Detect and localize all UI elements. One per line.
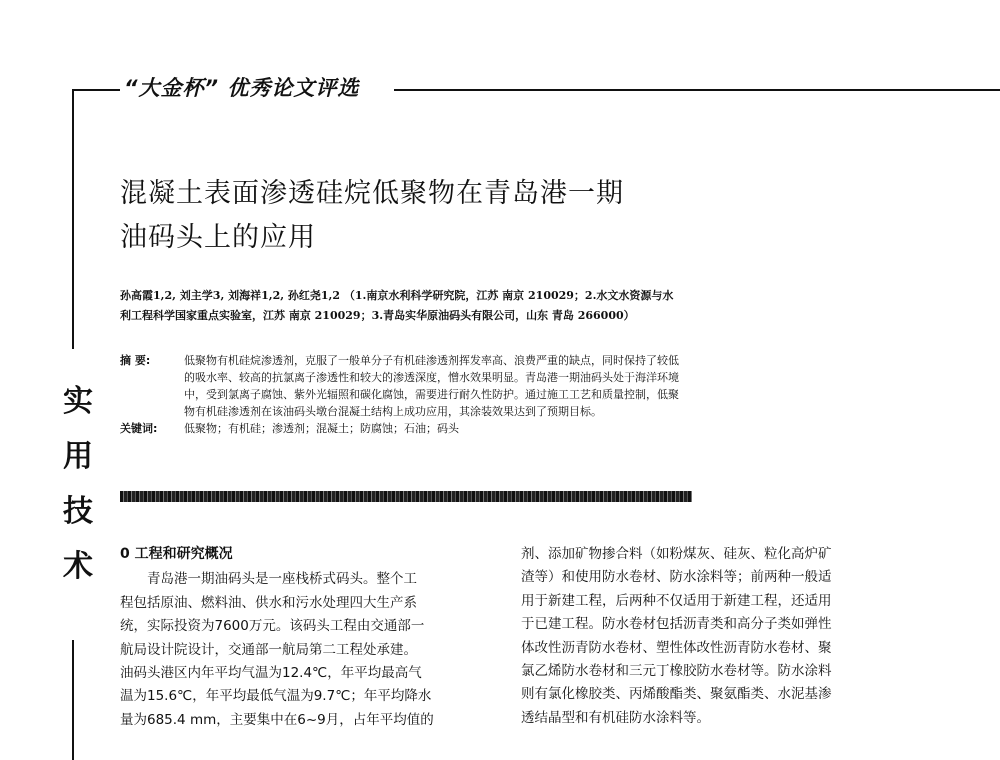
body-line: 温为15.6℃，年平均最低气温为9.7℃；年平均降水 xyxy=(120,688,432,705)
body-line: 渣等）和使用防水卷材、防水涂料等；前两种一般适 xyxy=(521,569,832,586)
section-heading: 0 工程和研究概况 xyxy=(120,546,233,562)
header-rule-left xyxy=(72,89,120,91)
authors-line-2: 利工程科学国家重点实验室，江苏 南京 210029；3.青岛实华原油码头有限公司，山东 青岛 266000） xyxy=(120,309,635,322)
body-line: 剂、添加矿物掺合料（如粉煤灰、硅灰、粒化高炉矿 xyxy=(521,546,832,562)
article-title xyxy=(120,172,820,260)
page-frame-rule-lower xyxy=(72,640,74,760)
abstract-block xyxy=(120,352,810,437)
body-line: 则有氯化橡胶类、丙烯酸酯类、聚氨酯类、水泥基渗 xyxy=(521,686,832,703)
decorative-stripe-bar xyxy=(120,491,692,502)
keywords-label: 关键词: xyxy=(120,422,158,435)
body-line: 体改性沥青防水卷材、塑性体改性沥青防水卷材、聚 xyxy=(521,639,832,656)
header-rule-right xyxy=(394,89,1000,91)
abstract-line: 的吸水率、较高的抗氯离子渗透性和较大的渗透深度，憎水效果明显。青岛港一期油码头处于海洋环境 xyxy=(184,371,679,384)
authors-line-1: 孙高霞1,2, 刘主学3, 刘海祥1,2, 孙红尧1,2 （1.南京水利科学研究院，江苏 南京 210029；2.水文水资源与水 xyxy=(120,289,674,302)
keywords-text: 低聚物；有机硅；渗透剂；混凝土；防腐蚀；石油；码头 xyxy=(184,422,459,435)
body-column-left xyxy=(120,543,495,732)
page-frame-rule xyxy=(72,89,74,349)
body-line: 量为685.4 mm，主要集中在6~9月，占年平均值的 xyxy=(120,711,434,728)
title-line-2: 油码头上的应用 xyxy=(120,222,316,253)
vertical-char: 术 xyxy=(63,549,93,584)
vertical-char: 实 xyxy=(63,384,93,419)
body-line: 用于新建工程，后两种不仅适用于新建工程，还适用 xyxy=(521,592,832,609)
body-line: 统，实际投资为7600万元。该码头工程由交通部一 xyxy=(120,618,425,635)
vertical-column-label xyxy=(58,374,98,594)
title-line-1: 混凝土表面渗透硅烷低聚物在青岛港一期 xyxy=(120,178,624,209)
vertical-char: 技 xyxy=(63,494,93,529)
vertical-char: 用 xyxy=(63,439,93,474)
abstract-label: 摘 要: xyxy=(120,354,151,367)
abstract-line: 中，受到氯离子腐蚀、紫外光辐照和碳化腐蚀，需要进行耐久性防护。通过施工工艺和质量控制，低聚 xyxy=(184,388,679,401)
body-line: 于已建工程。防水卷材包括沥青类和高分子类如弹性 xyxy=(521,616,832,633)
body-line: 航局设计院设计，交通部一航局第二工程处承建。 xyxy=(120,641,417,658)
body-column-right xyxy=(521,543,901,730)
section-header: “大金杯” 优秀论文评选 xyxy=(124,76,360,100)
body-line: 程包括原油、燃料油、供水和污水处理四大生产系 xyxy=(120,594,417,611)
abstract-line: 物有机硅渗透剂在该油码头墩台混凝土结构上成功应用，其涂装效果达到了预期目标。 xyxy=(184,405,602,418)
body-line: 氯乙烯防水卷材和三元丁橡胶防水卷材等。防水涂料 xyxy=(521,663,832,680)
author-affiliations xyxy=(120,286,840,326)
keywords xyxy=(120,420,810,437)
abstract-line: 低聚物有机硅烷渗透剂，克服了一般单分子有机硅渗透剂挥发率高、浪费严重的缺点，同时保持了较低 xyxy=(184,354,679,367)
body-line: 透结晶型和有机硅防水涂料等。 xyxy=(521,709,710,726)
body-line: 青岛港一期油码头是一座栈桥式码头。整个工 xyxy=(120,571,417,588)
body-line: 油码头港区内年平均气温为12.4℃，年平均最高气 xyxy=(120,665,422,682)
abstract xyxy=(120,352,810,420)
